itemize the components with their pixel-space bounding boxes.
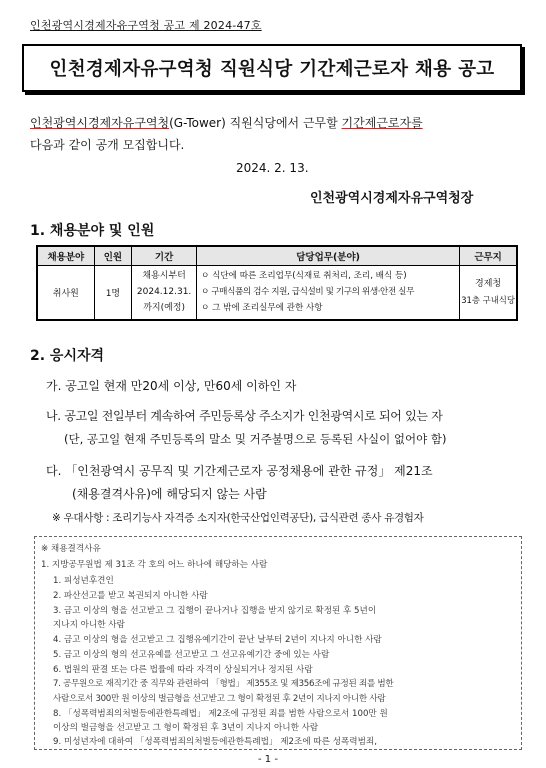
duty-line: ㅇ 그 밖에 조리실무에 관한 사항	[201, 303, 323, 314]
header-duties: 담당업무(분야)	[197, 246, 460, 266]
table-header-row	[37, 246, 517, 266]
section2-heading: 2. 응시자격	[30, 348, 105, 364]
header-period: 기간	[132, 246, 197, 266]
intro-mid: (G-Tower) 직원식당에서 근무할	[169, 116, 342, 130]
period-line: 2024.12.31.	[136, 287, 192, 298]
qualification-ga: 가. 공고일 현재 만20세 이상, 만60세 이하인 자	[46, 379, 297, 393]
period-line: 채용시부터	[142, 271, 186, 282]
header-count: 인원	[94, 246, 132, 266]
box-line: 2. 파산선고를 받고 복권되지 아니한 사람	[53, 591, 208, 601]
cell-field: 취사원	[37, 266, 94, 320]
box-line: 6. 법원의 판결 또는 다른 법률에 따라 자격이 상실되거나 정지된 사람	[53, 665, 313, 675]
title-box	[22, 44, 522, 92]
qualification-na-note: (단, 공고일 현재 주민등록의 말소 및 거주불명으로 등록된 사실이 없어야 함)	[64, 432, 447, 446]
qualification-da-line1: 다. 「인천광역시 공무직 및 기간제근로자 공정채용에 관한 규정」 제21조	[46, 464, 433, 478]
intro-org: 인천광역시경제자유구역청	[30, 116, 170, 130]
cell-period	[132, 266, 197, 320]
intro-emph: 기간제근로자를	[341, 116, 423, 130]
box-line: 5. 금고 이상의 형의 선고유예를 선고받고 그 선고유예기간 중에 있는 사람	[53, 650, 330, 660]
box-line: 이상의 벌금형을 선고받고 그 형이 확정된 후 3년이 지나지 아니한 사람	[53, 723, 319, 733]
intro-line2: 다음과 같이 공개 모집합니다.	[30, 138, 185, 152]
preference-note: ※ 우대사항 : 조리기능사 자격증 소지자(한국산업인력공단), 급식관련 종사 유경험자	[52, 512, 424, 524]
box-line: 4. 금고 이상의 형을 선고받고 그 집행유예기간이 끝난 날부터 2년이 지나지 아니한 사람	[53, 635, 382, 645]
box-line: 3. 금고 이상의 형을 선고받고 그 집행이 끝나거나 집행을 받지 않기로 확정된 후 5년이	[53, 606, 377, 616]
location-line: 경제청	[475, 279, 502, 290]
box-line: 사람으로서 300만 원 이상의 벌금형을 선고받고 그 형이 확정된 후 2년이 지나지 아니한 사람	[53, 694, 386, 704]
page-number: - 1 -	[258, 754, 278, 765]
box-line: 1. 지방공무원법 제 31조 각 호의 어느 하나에 해당하는 사람	[41, 560, 268, 570]
cell-location	[460, 266, 517, 320]
table-row	[37, 266, 517, 320]
box-line: 지나지 아니한 사람	[53, 620, 125, 630]
location-line: 31층 구내식당	[461, 295, 515, 306]
box-line: 7. 공무원으로 재직기간 중 직무와 관련하여 「형법」 제355조 및 제356조에 규정된 죄를 범한	[53, 679, 394, 689]
box-heading: ※ 채용결격사유	[41, 544, 101, 554]
duty-line: ㅇ 식단에 따른 조리업무(식재료 취처리, 조리, 배식 등)	[201, 271, 407, 282]
section1-heading: 1. 채용분야 및 인원	[30, 223, 155, 239]
notice-number: 인천광역시경제자유구역청 공고 제 2024-47호	[30, 19, 262, 32]
notice-date: 2024. 2. 13.	[236, 161, 309, 175]
header-location: 근무지	[460, 246, 517, 266]
qualification-da-line2: (채용결격사유)에 해당되지 않는 사람	[72, 487, 267, 501]
period-line: 까지(예정)	[143, 303, 185, 314]
cell-duties	[197, 266, 460, 320]
box-line: 9. 미성년자에 대하여 「성폭력범죄의처벌등에관한특례법」 제2조에 따른 성폭력범죄,	[53, 737, 377, 747]
duty-line: ㅇ 구매식품의 검수 지원, 급식설비 및 기구의 위생·안전 실무	[201, 287, 414, 298]
issuer: 인천광역시경제자유구역청장	[310, 191, 474, 206]
qualification-na: 나. 공고일 전일부터 계속하여 주민등록상 주소지가 인천광역시로 되어 있는 자	[46, 409, 443, 423]
header-field: 채용분야	[37, 246, 94, 266]
box-line: 8. 「성폭력범죄의처벌등에관한특례법」 제2조에 규정된 죄를 범한 사람으로서 100만 원	[53, 709, 388, 719]
disqualification-box	[34, 536, 522, 750]
intro-paragraph	[30, 112, 520, 156]
cell-count: 1명	[94, 266, 132, 320]
recruitment-table	[36, 245, 518, 321]
box-line: 1. 피성년후견인	[53, 576, 114, 586]
page-title: 인천경제자유구역청 직원식당 기간제근로자 채용 공고	[49, 59, 495, 80]
